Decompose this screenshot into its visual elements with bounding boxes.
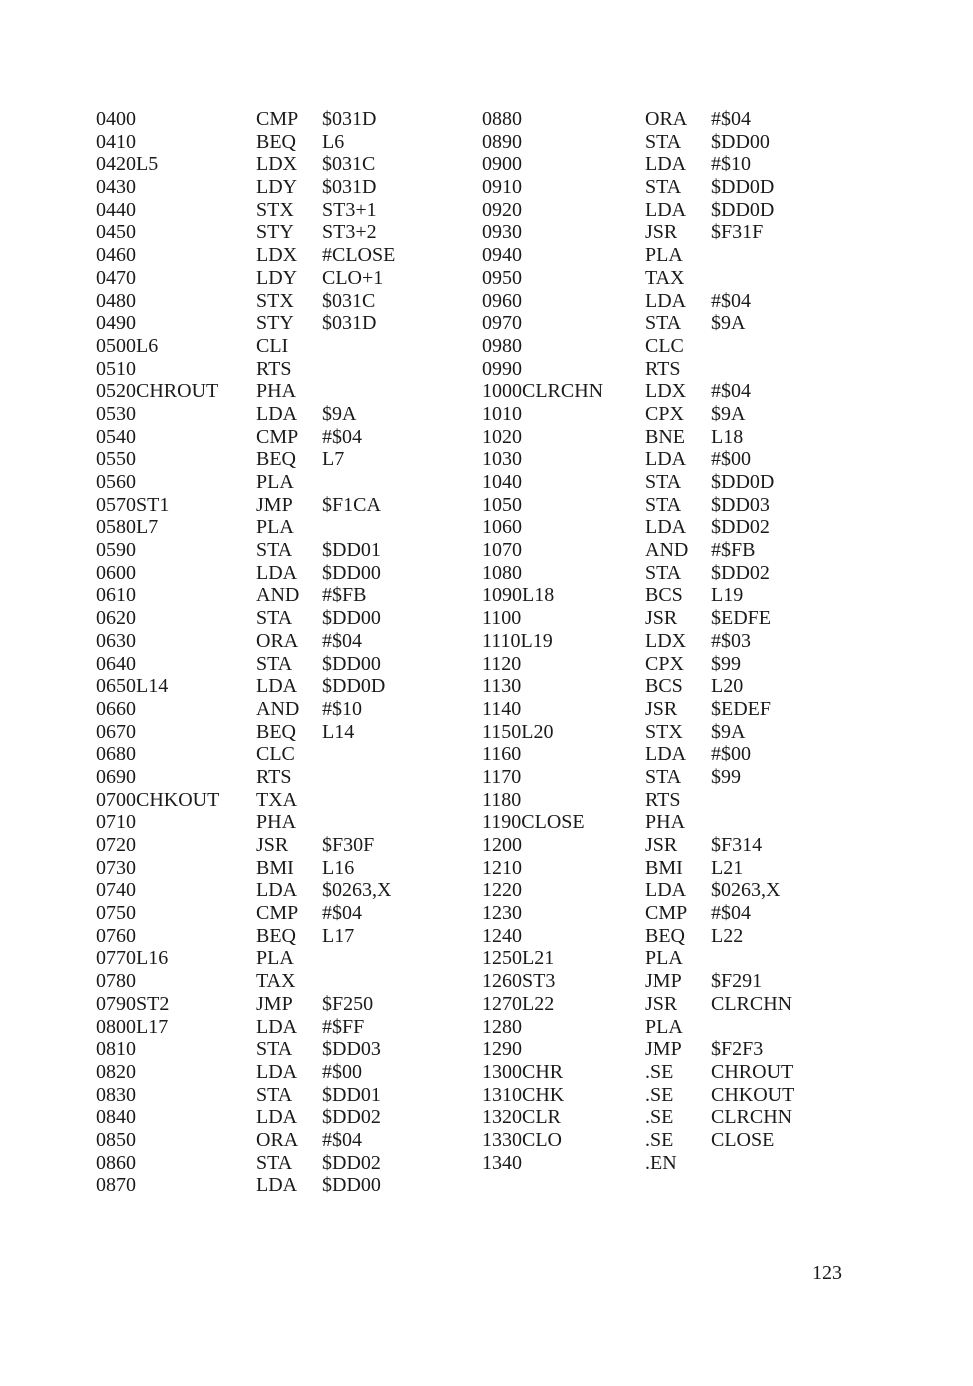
operand: #$04 xyxy=(711,108,751,130)
line-label: 0830 xyxy=(96,1083,136,1106)
opcode: LDX xyxy=(256,153,298,176)
opcode: AND xyxy=(256,697,300,720)
operand: L14 xyxy=(322,720,355,743)
operand: $DD01 xyxy=(322,539,381,562)
line-label: 0560 xyxy=(96,471,136,493)
line-label: 0850 xyxy=(96,1128,136,1151)
opcode: BEQ xyxy=(645,924,685,947)
line-label: 1000CLRCHN xyxy=(482,380,604,403)
operand: $EDEF xyxy=(711,697,771,720)
line-label: 0690 xyxy=(96,765,136,788)
line-label: 1110L19 xyxy=(482,629,553,652)
opcode: JSR xyxy=(256,834,289,856)
line-label: 1130 xyxy=(482,675,522,698)
operand: ST3+1 xyxy=(322,198,377,221)
operand: $0263,X xyxy=(711,879,781,902)
operand: $F2F3 xyxy=(711,1038,764,1061)
operand: $031D xyxy=(322,108,377,130)
operand: $DD03 xyxy=(322,1038,381,1061)
operand: $DD00 xyxy=(322,561,381,584)
line-label: 1240 xyxy=(482,924,522,947)
line-label: 0710 xyxy=(96,811,136,834)
operand: $031C xyxy=(322,153,376,176)
opcode: CMP xyxy=(256,108,299,130)
line-label: 0400 xyxy=(96,108,136,130)
opcode: LDA xyxy=(645,198,687,221)
line-label: 1120 xyxy=(482,652,522,675)
operand: #$00 xyxy=(322,1060,362,1083)
line-label: 1010 xyxy=(482,402,522,425)
opcode: STA xyxy=(256,1083,293,1106)
operand: L17 xyxy=(322,924,355,947)
opcode: STX xyxy=(256,198,294,221)
line-label: 1200 xyxy=(482,834,522,856)
opcode: RTS xyxy=(645,788,681,811)
opcode: LDA xyxy=(645,153,687,176)
line-label: 0890 xyxy=(482,130,522,153)
opcode: LDA xyxy=(256,402,298,425)
operand: #$FB xyxy=(711,539,756,562)
operand: CLO+1 xyxy=(322,266,384,289)
opcode: LDA xyxy=(256,1174,298,1197)
line-label: 1280 xyxy=(482,1015,522,1038)
line-label: 0980 xyxy=(482,334,522,357)
line-label: 0940 xyxy=(482,244,522,267)
operand: L21 xyxy=(711,856,744,879)
operand: #CLOSE xyxy=(322,244,396,267)
operand: $DD0D xyxy=(711,471,775,493)
line-label: 1320CLR xyxy=(482,1106,561,1129)
operand: $F291 xyxy=(711,970,763,993)
opcode: BEQ xyxy=(256,130,296,153)
opcode: STA xyxy=(645,312,682,335)
line-label: 0720 xyxy=(96,834,136,856)
operand: $EDFE xyxy=(711,607,771,630)
opcode: STA xyxy=(645,493,682,516)
line-label: 0590 xyxy=(96,539,136,562)
line-label: 1210 xyxy=(482,856,522,879)
line-label: 0970 xyxy=(482,312,522,335)
opcode: LDA xyxy=(256,879,298,902)
line-label: 1060 xyxy=(482,516,522,539)
operand: #$00 xyxy=(711,448,751,471)
operand: #$04 xyxy=(711,902,751,925)
operand: #$04 xyxy=(322,629,362,652)
operand: #$04 xyxy=(322,425,362,448)
operand: $DD0D xyxy=(711,176,775,199)
line-label: 1050 xyxy=(482,493,522,516)
line-label: 0420L5 xyxy=(96,153,159,176)
opcode: PLA xyxy=(256,471,294,493)
opcode: JSR xyxy=(645,607,678,630)
opcode: JSR xyxy=(645,221,678,244)
line-label: 0750 xyxy=(96,902,136,925)
opcode: .SE xyxy=(645,1083,674,1106)
opcode: STY xyxy=(256,221,294,244)
opcode: CLC xyxy=(256,743,295,766)
opcode: JMP xyxy=(256,493,293,516)
operand: CHKOUT xyxy=(711,1083,795,1106)
opcode: BEQ xyxy=(256,448,296,471)
line-label: 0680 xyxy=(96,743,136,766)
opcode: BCS xyxy=(645,675,683,698)
line-label: 0810 xyxy=(96,1038,136,1061)
line-label: 0660 xyxy=(96,697,136,720)
line-label: 0760 xyxy=(96,924,136,947)
line-label: 0870 xyxy=(96,1174,136,1197)
operand: CHROUT xyxy=(711,1060,794,1083)
opcode: BNE xyxy=(645,425,685,448)
operand: $031D xyxy=(322,176,377,199)
line-label: 0440 xyxy=(96,198,136,221)
operand: #$04 xyxy=(322,1128,362,1151)
opcode: STA xyxy=(256,1038,293,1061)
operand: $9A xyxy=(711,720,746,743)
opcode: STA xyxy=(256,1151,293,1174)
opcode: PLA xyxy=(645,947,683,970)
operand: L7 xyxy=(322,448,345,471)
opcode: STA xyxy=(256,539,293,562)
line-label: 1020 xyxy=(482,425,522,448)
line-label: 0530 xyxy=(96,402,136,425)
opcode: PLA xyxy=(256,516,294,539)
opcode: CMP xyxy=(645,902,688,925)
opcode: RTS xyxy=(256,765,292,788)
line-label: 0960 xyxy=(482,289,522,312)
line-label: 0500L6 xyxy=(96,334,159,357)
line-label: 0990 xyxy=(482,357,522,380)
opcode: LDA xyxy=(645,516,687,539)
line-label: 1180 xyxy=(482,788,522,811)
line-label: 0600 xyxy=(96,561,136,584)
opcode: BEQ xyxy=(256,924,296,947)
opcode: CLI xyxy=(256,334,289,357)
opcode: PLA xyxy=(645,244,683,267)
opcode: CMP xyxy=(256,425,299,448)
opcode: LDA xyxy=(256,1106,298,1129)
line-label: 1230 xyxy=(482,902,522,925)
line-label: 0770L16 xyxy=(96,947,169,970)
opcode: LDA xyxy=(256,561,298,584)
line-label: 1070 xyxy=(482,539,522,562)
operand: $F250 xyxy=(322,992,374,1015)
line-label: 0460 xyxy=(96,244,136,267)
operand: $9A xyxy=(322,402,357,425)
line-label: 0910 xyxy=(482,176,522,199)
line-label: 0700CHKOUT xyxy=(96,788,220,811)
line-label: 0570ST1 xyxy=(96,493,170,516)
opcode: .SE xyxy=(645,1106,674,1129)
line-label: 0670 xyxy=(96,720,136,743)
opcode: AND xyxy=(645,539,689,562)
line-label: 0860 xyxy=(96,1151,136,1174)
operand: $DD00 xyxy=(322,607,381,630)
operand: $031C xyxy=(322,289,376,312)
operand: $F314 xyxy=(711,834,763,856)
opcode: STY xyxy=(256,312,294,335)
operand: CLRCHN xyxy=(711,992,793,1015)
operand: #$04 xyxy=(711,289,751,312)
line-label: 0580L7 xyxy=(96,516,159,539)
line-label: 0900 xyxy=(482,153,522,176)
line-label: 0640 xyxy=(96,652,136,675)
line-label: 1040 xyxy=(482,471,522,493)
line-label: 0950 xyxy=(482,266,522,289)
line-label: 1090L18 xyxy=(482,584,555,607)
line-label: 0920 xyxy=(482,198,522,221)
line-label: 0470 xyxy=(96,266,136,289)
operand: $DD00 xyxy=(322,652,381,675)
operand: $DD02 xyxy=(711,516,770,539)
opcode: PHA xyxy=(256,380,297,403)
operand: $0263,X xyxy=(322,879,392,902)
line-label: 1100 xyxy=(482,607,522,630)
operand: $031D xyxy=(322,312,377,335)
opcode: .EN xyxy=(645,1151,677,1174)
opcode: JSR xyxy=(645,697,678,720)
line-label: 1140 xyxy=(482,697,522,720)
opcode: PHA xyxy=(256,811,297,834)
line-label: 0930 xyxy=(482,221,522,244)
opcode: STA xyxy=(256,652,293,675)
line-label: 0730 xyxy=(96,856,136,879)
operand: $99 xyxy=(711,765,741,788)
opcode: STA xyxy=(256,607,293,630)
opcode: BMI xyxy=(256,856,294,879)
operand: $F30F xyxy=(322,834,375,856)
opcode: LDY xyxy=(256,266,298,289)
opcode: STX xyxy=(256,289,294,312)
line-label: 1340 xyxy=(482,1151,522,1174)
opcode: .SE xyxy=(645,1128,674,1151)
operand: $F1CA xyxy=(322,493,381,516)
line-label: 1330CLO xyxy=(482,1128,562,1151)
opcode: STA xyxy=(645,765,682,788)
opcode: .SE xyxy=(645,1060,674,1083)
opcode: TXA xyxy=(256,788,298,811)
operand: L6 xyxy=(322,130,345,153)
opcode: JSR xyxy=(645,992,678,1015)
line-label: 0740 xyxy=(96,879,136,902)
line-label: 1150L20 xyxy=(482,720,554,743)
opcode: PLA xyxy=(256,947,294,970)
line-label: 0630 xyxy=(96,629,136,652)
operand: #$FF xyxy=(322,1015,365,1038)
opcode: AND xyxy=(256,584,300,607)
operand: #$10 xyxy=(711,153,751,176)
line-label: 0480 xyxy=(96,289,136,312)
opcode: BMI xyxy=(645,856,683,879)
line-label: 0880 xyxy=(482,108,522,130)
operand: $DD00 xyxy=(711,130,770,153)
opcode: JMP xyxy=(256,992,293,1015)
operand: L20 xyxy=(711,675,744,698)
line-label: 0450 xyxy=(96,221,136,244)
line-label: 0840 xyxy=(96,1106,136,1129)
opcode: STA xyxy=(645,561,682,584)
opcode: PLA xyxy=(645,1015,683,1038)
operand: $DD02 xyxy=(711,561,770,584)
opcode: BCS xyxy=(645,584,683,607)
operand: ST3+2 xyxy=(322,221,377,244)
opcode: LDA xyxy=(645,289,687,312)
line-label: 0780 xyxy=(96,970,136,993)
opcode: RTS xyxy=(645,357,681,380)
opcode: RTS xyxy=(256,357,292,380)
operand: $9A xyxy=(711,402,746,425)
operand: $DD03 xyxy=(711,493,770,516)
opcode: LDA xyxy=(256,1015,298,1038)
operand: #$10 xyxy=(322,697,362,720)
line-label: 0610 xyxy=(96,584,136,607)
line-label: 0430 xyxy=(96,176,136,199)
operand: $DD02 xyxy=(322,1106,381,1129)
opcode: ORA xyxy=(256,629,299,652)
operand: $DD0D xyxy=(322,675,386,698)
line-label: 0790ST2 xyxy=(96,992,170,1015)
operand: $DD0D xyxy=(711,198,775,221)
line-label: 1160 xyxy=(482,743,522,766)
operand: CLRCHN xyxy=(711,1106,793,1129)
operand: #$04 xyxy=(711,380,751,403)
line-label: 1080 xyxy=(482,561,522,584)
line-label: 0620 xyxy=(96,607,136,630)
opcode: ORA xyxy=(256,1128,299,1151)
opcode: JMP xyxy=(645,1038,682,1061)
line-label: 1290 xyxy=(482,1038,522,1061)
operand: $99 xyxy=(711,652,741,675)
line-label: 1270L22 xyxy=(482,992,555,1015)
line-label: 1260ST3 xyxy=(482,970,556,993)
opcode: LDX xyxy=(256,244,298,267)
opcode: STA xyxy=(645,176,682,199)
operand: #$FB xyxy=(322,584,367,607)
opcode: PHA xyxy=(645,811,686,834)
opcode: CLC xyxy=(645,334,684,357)
opcode: LDY xyxy=(256,176,298,199)
opcode: STX xyxy=(645,720,683,743)
opcode: CPX xyxy=(645,402,684,425)
opcode: CPX xyxy=(645,652,684,675)
opcode: TAX xyxy=(256,970,296,993)
operand: CLOSE xyxy=(711,1128,775,1151)
line-label: 0650L14 xyxy=(96,675,169,698)
operand: $DD01 xyxy=(322,1083,381,1106)
opcode: LDA xyxy=(256,1060,298,1083)
line-label: 0820 xyxy=(96,1060,136,1083)
opcode: LDX xyxy=(645,629,687,652)
operand: $F31F xyxy=(711,221,764,244)
opcode: STA xyxy=(645,471,682,493)
opcode: JSR xyxy=(645,834,678,856)
page-number: 123 xyxy=(812,1262,842,1284)
opcode: JMP xyxy=(645,970,682,993)
opcode: ORA xyxy=(645,108,688,130)
line-label: 1220 xyxy=(482,879,522,902)
operand: $DD02 xyxy=(322,1151,381,1174)
opcode: TAX xyxy=(645,266,685,289)
opcode: BEQ xyxy=(256,720,296,743)
line-label: 1300CHR xyxy=(482,1060,564,1083)
operand: L22 xyxy=(711,924,744,947)
operand: L18 xyxy=(711,425,744,448)
operand: L16 xyxy=(322,856,355,879)
opcode: LDA xyxy=(645,448,687,471)
line-label: 1310CHK xyxy=(482,1083,565,1106)
opcode: LDA xyxy=(645,879,687,902)
line-label: 0510 xyxy=(96,357,136,380)
line-label: 0550 xyxy=(96,448,136,471)
opcode: STA xyxy=(645,130,682,153)
operand: #$04 xyxy=(322,902,362,925)
line-label: 0520CHROUT xyxy=(96,380,219,403)
line-label: 1190CLOSE xyxy=(482,811,585,834)
line-label: 0490 xyxy=(96,312,136,335)
line-label: 0410 xyxy=(96,130,136,153)
operand: L19 xyxy=(711,584,744,607)
opcode: LDA xyxy=(645,743,687,766)
line-label: 1030 xyxy=(482,448,522,471)
line-label: 1250L21 xyxy=(482,947,555,970)
operand: $DD00 xyxy=(322,1174,381,1197)
operand: #$03 xyxy=(711,629,751,652)
operand: $9A xyxy=(711,312,746,335)
opcode: LDX xyxy=(645,380,687,403)
opcode: CMP xyxy=(256,902,299,925)
line-label: 0540 xyxy=(96,425,136,448)
line-label: 1170 xyxy=(482,765,522,788)
operand: #$00 xyxy=(711,743,751,766)
line-label: 0800L17 xyxy=(96,1015,169,1038)
opcode: LDA xyxy=(256,675,298,698)
